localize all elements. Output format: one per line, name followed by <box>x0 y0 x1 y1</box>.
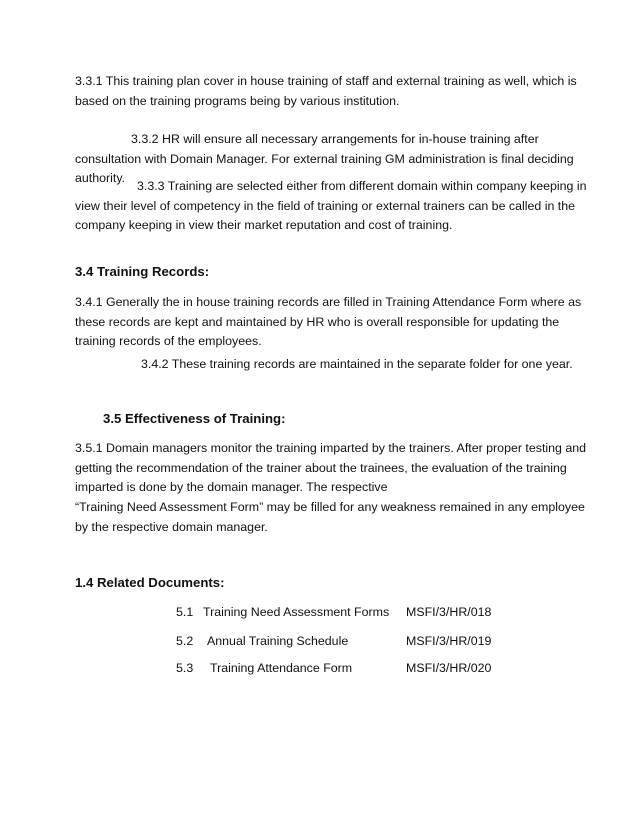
paragraph-3-5-1: 3.5.1 Domain managers monitor the training imparted by the trainers. After proper testing and getting the recommendation of the trainer about the trainees, the evaluation of the training imparted is done by the domain manager. The respective <box>75 441 587 494</box>
related-document-row <box>0 632 638 651</box>
heading-effectiveness-of-training: 3.5 Effectiveness of Training: <box>103 411 286 426</box>
document-title: Training Attendance Form <box>210 661 353 675</box>
document-number: 5.1 <box>176 605 194 619</box>
related-document-row <box>0 603 638 622</box>
document-number: 5.3 <box>176 661 194 675</box>
paragraph-3-3-1: 3.3.1 This training plan cover in house training of staff and external training as well, which is based on the training programs being by various institution. <box>75 74 577 108</box>
paragraph-3-4-2-text: 3.4.2 These training records are maintained in the separate folder for one year. <box>141 357 573 371</box>
document-code: MSFI/3/HR/019 <box>406 634 492 648</box>
paragraph-3-5-1-continued: “Training Need Assessment Form” may be filled for any weakness remained in any employee by the respective domain manager. <box>75 500 585 534</box>
paragraph-3-3-3-text: 3.3.3 Training are selected either from different domain within company keeping in view their level of competency in the field of training or external trainers can be called in the company keeping in view their market reputation and cost of training. <box>75 179 587 232</box>
heading-training-records: 3.4 Training Records: <box>75 264 210 279</box>
related-document-row <box>0 659 638 678</box>
paragraph-3-4-2 <box>75 355 595 375</box>
paragraph-3-3-2-text: 3.3.2 HR will ensure all necessary arrangements for in-house training after consultation with Domain Manager. For external training GM administration is final deciding authority. <box>75 132 574 185</box>
document-number: 5.2 <box>176 634 194 648</box>
document-title: Training Need Assessment Forms <box>203 605 390 619</box>
document-title: Annual Training Schedule <box>207 634 349 648</box>
paragraph-3-4-1: 3.4.1 Generally the in house training records are filled in Training Attendance Form where as these records are kept and maintained by HR who is overall responsible for updating the training records of the employees. <box>75 295 582 348</box>
document-code: MSFI/3/HR/020 <box>406 661 492 675</box>
heading-related-documents: 1.4 Related Documents: <box>75 575 225 590</box>
document-code: MSFI/3/HR/018 <box>406 605 492 619</box>
paragraph-3-3-3 <box>75 177 595 236</box>
